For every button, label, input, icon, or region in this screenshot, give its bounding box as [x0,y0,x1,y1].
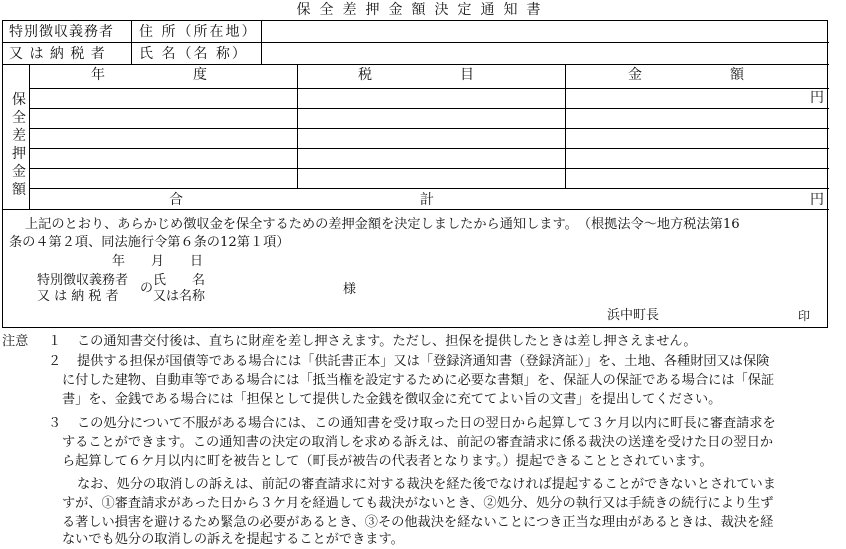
seizure-amount-label: 保 全 差 押 金 額 [12,92,26,198]
note-4-line-4: ないでも処分の取消しの訴えを提起することができます。 [62,532,404,547]
name-label: 氏 名（名 称） [139,46,248,62]
note-4-line-3: る著しい損害を避けるため緊急の必要があるとき、③その他裁決を経ないことにつき正当な理由があるときは、裁決を経 [62,515,774,530]
column-year: 年 度 [91,67,210,83]
taxpayer-label-1: 特別徴収義務者 [9,24,114,40]
particle-no: の [140,281,154,296]
notice-form [2,20,828,328]
notice-text-line2: 条の４第２項、同法施行令第６条の12第１項） [9,235,290,250]
note-2-number: ２ [48,354,62,369]
recipient-label-2: 又 は 納 税 者 [37,289,119,304]
note-3-line-3: ら起算して６ケ月以内に町を被告として（町長が被告の代表者となります。）提起できることとされています。 [62,454,713,469]
note-3-line-1: この処分について不服がある場合には、この通知書を受け取った日の翌日から起算して３ケ月以内に町長に審査請求を [77,416,776,431]
note-1-number: １ [48,334,62,349]
note-1-text: この通知書交付後は、直ちに財産を差し押さえます。ただし、担保を提供したときは差し押さえません。 [77,334,697,349]
column-tax-item: 税 目 [358,67,477,83]
recipient-label-1: 特別徴収義務者 [37,273,129,288]
note-2-line-2: に付した建物、自動車等である場合には「抵当権を設定するために必要な書類」を、保証人の保証である場合には「保証 [62,373,775,388]
issue-date: 年 月 日 [112,254,204,269]
honorific-sama: 様 [343,282,357,297]
note-3-number: ３ [48,416,62,431]
notice-text-line1: 上記のとおり、あらかじめ徴収金を保全するための差押金額を決定しましたから通知します。 （根拠法令～地方税法第16 [25,217,740,232]
note-2-line-1: 提供する担保が国債等である場合には「供託書正本」又は「登録済通知書（登録済証）」を、土地、各種財団又は保険 [77,354,770,369]
note-4-line-1: なお、処分の取消しの訴えは、前記の審査請求に対する裁決を経た後でなければ提起することができないとされていま [77,477,776,492]
issuer-name: 浜中町長 [607,308,660,323]
seal-mark: 印 [798,309,811,323]
taxpayer-label-2: 又 は 納 税 者 [9,46,106,62]
total-label-right: 計 [420,192,434,208]
total-label-left: 合 [169,192,183,208]
notes-heading: 注意 [2,334,29,349]
recipient-name-label-1: 氏 名 [153,273,206,288]
note-2-line-3: 書」を、金銭である場合には「担保として提供した金銭を徴収金に充ててよい旨の文書」を提出してください。 [62,392,722,407]
recipient-name-label-2: 又は名称 [153,289,206,304]
note-4-line-2: すが、①審査請求があった日から３ケ月を経過しても裁決がないとき、②処分、処分の執行又は手続きの続行により生ず [62,496,774,511]
document-title: 保全差押金額決定通知書 [296,2,550,18]
address-label: 住 所（所在地） [139,24,258,40]
note-3-line-2: することができます。この通知書の決定の取消しを求める訴えは、前記の審査請求に係る裁決の送達を受けた日の翌日か [62,435,774,450]
total-yen-unit: 円 [810,192,824,208]
column-amount: 金 額 [628,67,747,83]
yen-unit: 円 [810,90,824,106]
